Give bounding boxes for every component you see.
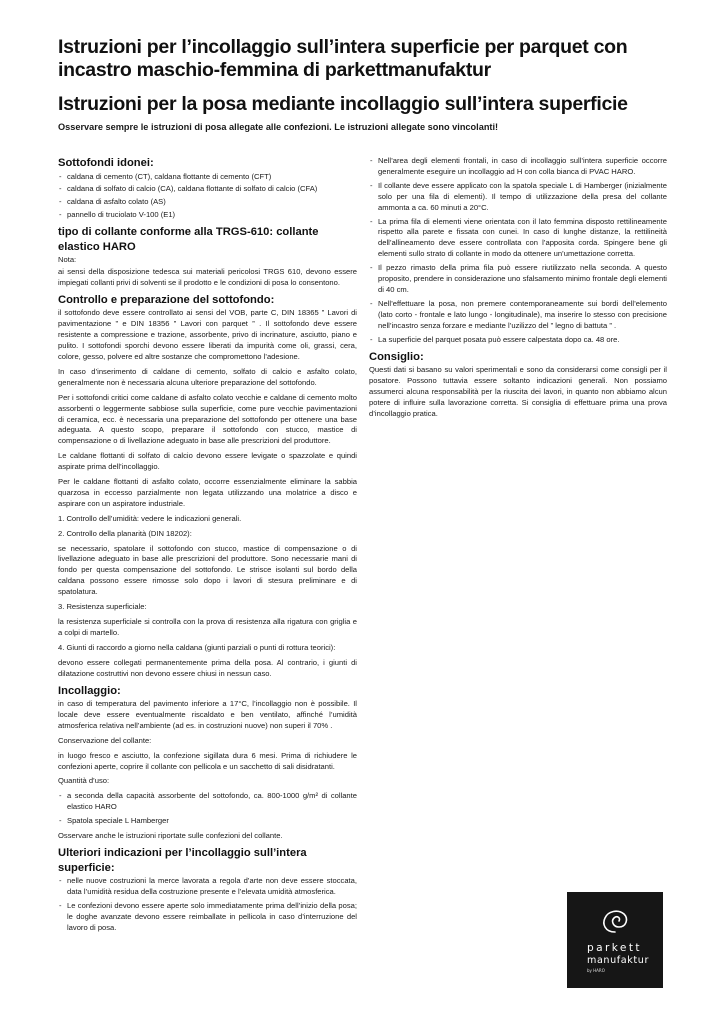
- list-item: - Nell’effettuare la posa, non premere contemporaneamente sui bordi dell’elemento (lato corto - frontale e lato lungo - longitudinale), ma inserire lo stesso con precisione nell’incastro senza forzare e mediante l’uzilizzo del ” legno di battuta ” .: [369, 299, 667, 332]
- paragraph: la resistenza superficiale si controlla con la prova di resistenza alla rigatura con griglia e a colpi di martello.: [58, 617, 357, 637]
- list-item: - caldana di cemento (CT), caldana flottante di cemento (CFT): [58, 172, 357, 183]
- nota-label: Nota:: [58, 255, 77, 265]
- nota-text: ai sensi della disposizione tedesca sui materiali pericolosi TRGS 610, devono essere impiegati collanti privi di solventi se il prodotto e le condizioni di posa lo consentono.: [58, 267, 357, 287]
- paragraph: il sottofondo deve essere controllato ai sensi del VOB, parte C, DIN 18365 ” Lavori di pavimentazione ” e DIN 18356 ” Lavori con parquet ” . Il sottofondo deve essere resistente a compressione e trazione, assorbente, privo di incrinature, asciutto, piano e pulito. I sottofondi sporchi devono essere liberati da impurità come oli, grassi, cera, colore, gesso, polvere ed altre sostanze che compromettono l’adesione.: [58, 308, 357, 361]
- posa-list: [369, 156, 667, 346]
- parkett-manufaktur-logo: [567, 892, 663, 988]
- document-title: Istruzioni per l’incollaggio sull’intera superficie per parquet con incastro maschio-femmina di parkettmanufaktur: [58, 36, 628, 81]
- controllo-heading: Controllo e preparazione del sottofondo:: [58, 293, 275, 306]
- paragraph: In caso d’inserimento di caldane di cemento, solfato di calcio e asfalto colato, generalmente non è necessaria alcuna ulteriore preparazione del sottofondo.: [58, 366, 357, 387]
- collante-heading: tipo di collante conforme alla TRGS-610: collante elastico HARO: [58, 226, 319, 253]
- paragraph: Per i sottofondi critici come caldane di asfalto colato vecchie e caldane di cemento molto assorbenti o leggermente sabbiose sulla superficie, come pure vecchie pavimentazioni di ceramica, ecc. è necessaria una preparazione del sottofondo per ottenere una base adeguata. A questo scopo, preparare il sottofondo con stucco, mastice di compensazione o di livellazione adeguato in base alle prescrizioni del produttore.: [58, 392, 357, 446]
- sottofondi-list: [58, 172, 357, 222]
- list-item: - Spatola speciale L Hamberger: [58, 816, 357, 827]
- list-item: - Il collante deve essere applicato con la spatola speciale L di Hamberger (inizialmente solo per una fila di elementi). Il tempo di utilizzazione della presa del collante ammonta a ca. 60 minuti a 20°C.: [369, 181, 667, 214]
- logo-word-parkett: parkett: [587, 942, 642, 954]
- paragraph: Le caldane flottanti di solfato di calcio devono essere levigate o spazzolate e quindi aspirate prima dell’incollaggio.: [58, 451, 357, 472]
- list-item: - La superficie del parquet posata può essere calpestata dopo ca. 48 ore.: [369, 335, 667, 346]
- ulteriori-list: [58, 876, 357, 934]
- sottofondi-heading: Sottofondi idonei:: [58, 157, 154, 169]
- paragraph: in caso di temperatura del pavimento inferiore a 17°C, l’incollaggio non è possibile. Il locale deve essere eventualmente riscaldato e ben ventilato, affinché l’umidità atmosferica relativa nell’ambiente (ad es. in costruzioni nuove) non superi il 70% .: [58, 699, 357, 730]
- list-item: - La prima fila di elementi viene orientata con il lato femmina disposto rettilineamente rispetto alla parete e fissata con cunei. In caso di lunghe distanze, la rettilineità dell’allineamento deve essere controllata con l’apposita corda. Spingere bene gli elementi sullo strato di collante in modo da ottenere un’umettazione corretta.: [369, 217, 667, 261]
- paragraph: 2. Controllo della planarità (DIN 18202):: [58, 528, 192, 538]
- logo-byline: by HARO: [587, 968, 605, 973]
- paragraph: 1. Controllo dell’umidità: vedere le indicazioni generali.: [58, 513, 242, 523]
- paragraph: se necessario, spatolare il sottofondo con stucco, mastice di compensazione o di livellazione adeguato in base alle prescrizioni del produttore. Sono necessarie mani di fondo per questa compensazione del sottofondo. Le strisce isolanti sul bordo della caldana possono essere rimosse solo dopo i lavori di stesura preliminare e di spatolatura.: [58, 543, 357, 597]
- list-item: - Le confezioni devono essere aperte solo immediatamente prima dell’inizio della posa; le doghe avanzate devono essere reimballate in pellicola in caso d’interruzione del lavoro di posa.: [58, 901, 357, 934]
- list-item: - Il pezzo rimasto della prima fila può essere riutilizzato nella seconda. A questo proposito, prendere in considerazione uno sfalsamento minimo frontale degli elementi di 40 cm.: [369, 263, 667, 296]
- document-subtitle-heading: Istruzioni per la posa mediante incollaggio sull’intera superficie: [58, 93, 628, 115]
- left-column: [58, 156, 357, 938]
- list-item: - pannello di truciolato V-100 (E1): [58, 210, 357, 221]
- ulteriori-heading: Ulteriori indicazioni per l’incollaggio sull’intera superficie:: [58, 847, 307, 874]
- incollaggio-heading: Incollaggio:: [58, 684, 121, 697]
- paragraph: Quantità d’uso:: [58, 776, 110, 786]
- paragraph: Conservazione del collante:: [58, 735, 152, 745]
- swirl-logo-icon: [599, 906, 631, 936]
- paragraph: devono essere collegati permanentemente prima della posa. Al contrario, i giunti di dilatazione costruttivi non devono essere chiusi in nessun caso.: [58, 657, 357, 678]
- list-item: - a seconda della capacità assorbente del sottofondo, ca. 800-1000 g/m² di collante elastico HARO: [58, 791, 357, 813]
- list-item: - caldana di solfato di calcio (CA), caldana flottante di solfato di calcio (CFA): [58, 184, 357, 195]
- paragraph: Osservare anche le istruzioni riportate sulle confezioni del collante.: [58, 831, 283, 841]
- paragraph: 3. Resistenza superficiale:: [58, 602, 147, 612]
- right-column: [369, 156, 667, 424]
- list-item: - Nell’area degli elementi frontali, in caso di incollaggio sull’intera superficie occorre generalmente eseguire un incollaggio ad H con colla bianca di PVAC HARO.: [369, 156, 667, 178]
- paragraph: 4. Giunti di raccordo a giorno nella caldana (giunti parziali o punti di rottura teorici):: [58, 642, 336, 652]
- paragraph: in luogo fresco e asciutto, la confezione sigillata dura 6 mesi. Prima di richiudere le confezioni aperte, coprire il collante con pellicola e un sacchetto di sali disidratanti.: [58, 750, 357, 771]
- mandatory-note: Osservare sempre le istruzioni di posa allegate alle confezioni. Le istruzioni allegate sono vincolanti!: [58, 122, 499, 132]
- consiglio-text: Questi dati si basano su valori sperimentali e sono da considerarsi come consigli per il posatore. Possono tuttavia essere soltanto indicazioni generali. Non possiamo assumerci alcuna responsabilità per la riuscita dei lavori, in quanto non abbiamo alcun potere di influire sulla lavorazione corretta. Si consiglia di effettuare prima una prova d’incollaggio pratica.: [369, 365, 667, 418]
- list-item: - caldana di asfalto colato (AS): [58, 197, 357, 208]
- paragraph: Per le caldane flottanti di asfalto colato, occorre essenzialmente eliminare la sabbia quarzosa in eccesso parzialmente non legata utilizzando una molatrice a disco e aspirare con un aspiratore industriale.: [58, 477, 357, 508]
- consiglio-heading: Consiglio:: [369, 350, 424, 363]
- logo-word-manufaktur: manufaktur: [587, 955, 649, 966]
- list-item: - nelle nuove costruzioni la merce lavorata a regola d’arte non deve essere stoccata, data l’umidità residua della costruzione presente e l’elevata umidità atmosferica.: [58, 876, 357, 898]
- quantita-list: [58, 791, 357, 827]
